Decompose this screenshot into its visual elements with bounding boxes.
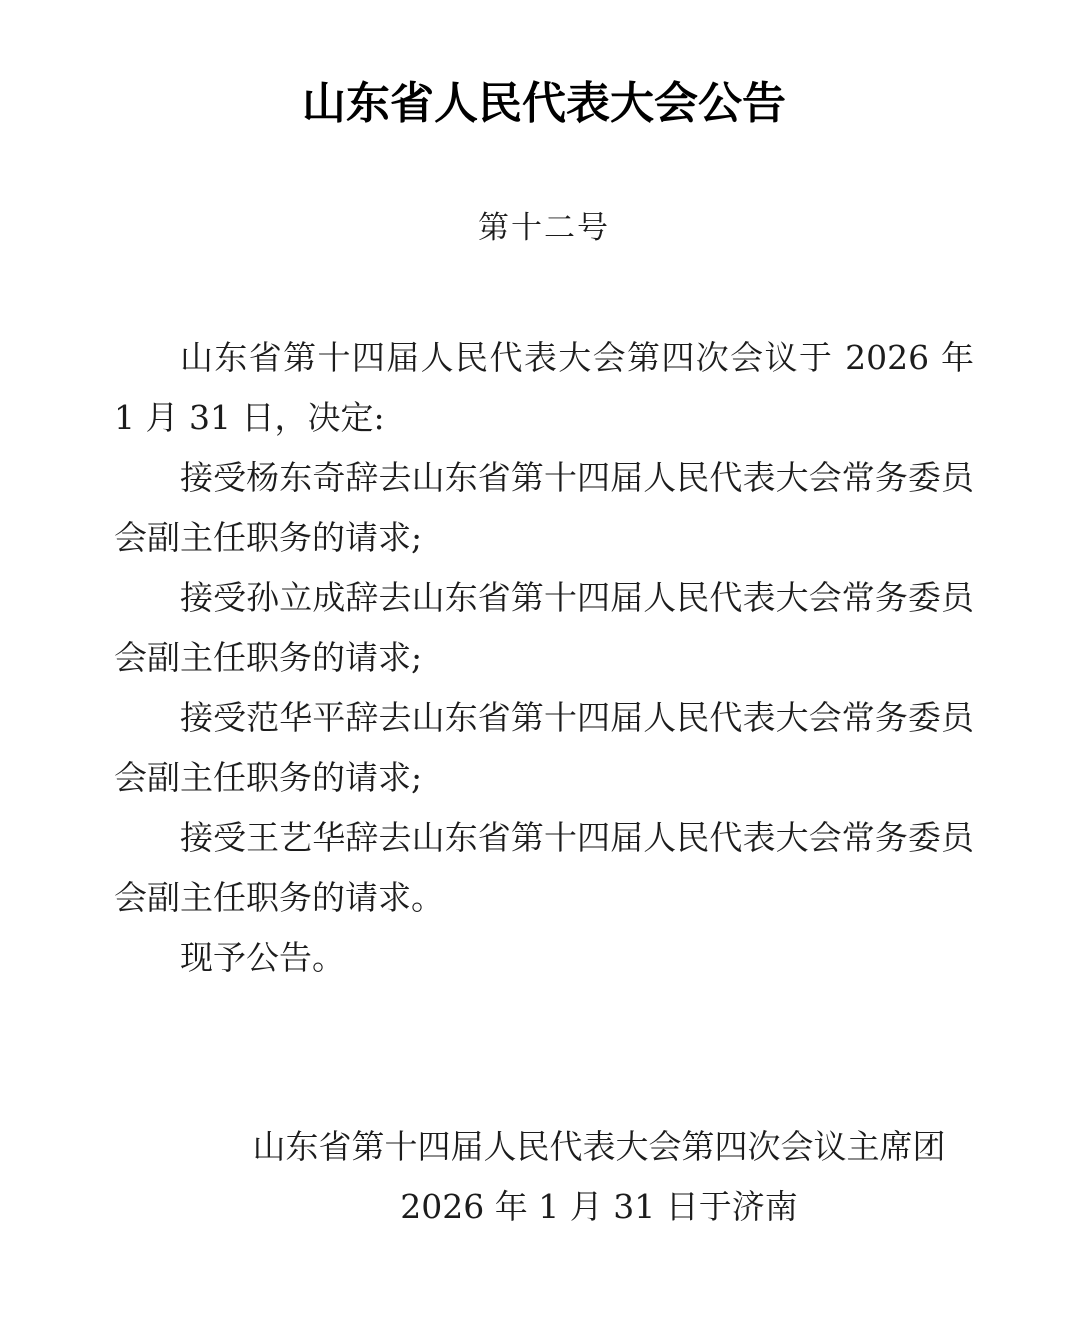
signature-presidium: 山东省第十四届人民代表大会第四次会议主席团 <box>252 1127 946 1166</box>
paragraph-decision-intro: 山东省第十四届人民代表大会第四次会议于 2026 年 1 月 31 日，决定: <box>114 338 974 437</box>
paragraph-resignation-1: 接受杨东奇辞去山东省第十四届人民代表大会常务委员会副主任职务的请求; <box>114 458 974 557</box>
document-number: 第十二号 <box>478 210 610 246</box>
paragraph-resignation-3: 接受范华平辞去山东省第十四届人民代表大会常务委员会副主任职务的请求; <box>114 698 974 797</box>
announcement-document <box>0 80 1080 1342</box>
signature-block <box>224 1117 974 1237</box>
signature-date: 2026 年 1 月 31 日于济南 <box>400 1187 798 1226</box>
document-body <box>114 328 974 988</box>
document-title: 山东省人民代表大会公告 <box>302 78 786 129</box>
paragraph-resignation-2: 接受孙立成辞去山东省第十四届人民代表大会常务委员会副主任职务的请求; <box>114 578 974 677</box>
paragraph-announce-closing: 现予公告。 <box>180 938 345 977</box>
paragraph-resignation-4: 接受王艺华辞去山东省第十四届人民代表大会常务委员会副主任职务的请求。 <box>114 818 974 917</box>
